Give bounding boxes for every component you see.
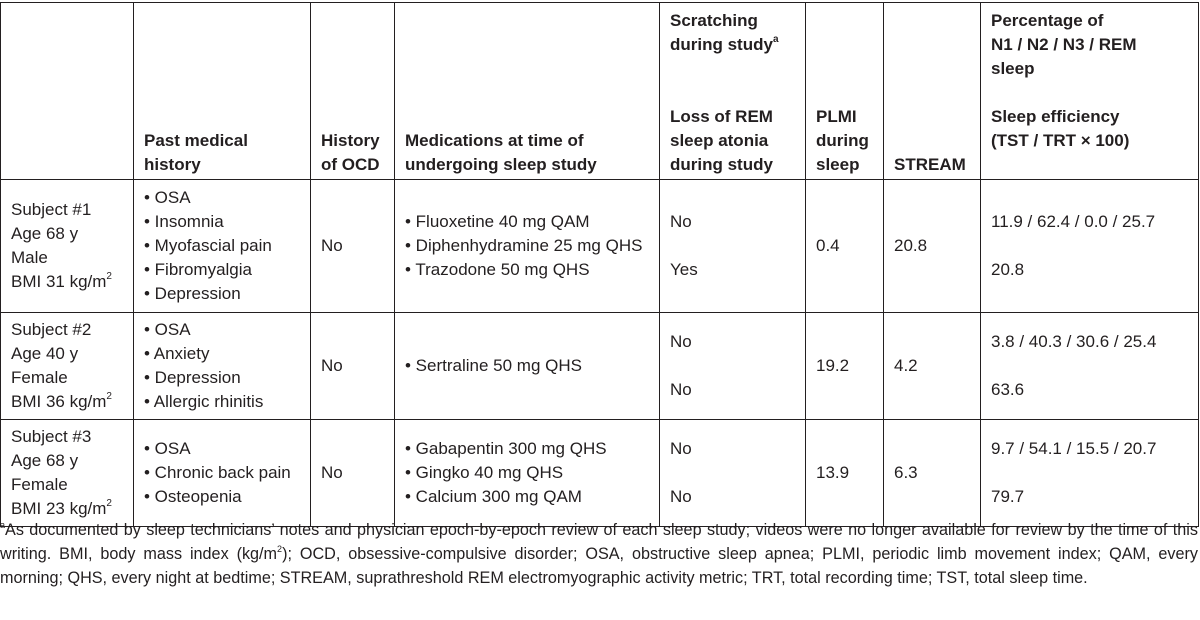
- header-subject: [1, 3, 134, 180]
- medications-cell: • Fluoxetine 40 mg QAM • Diphenhydramine 25 mg QHS • Trazodone 50 mg QHS: [395, 180, 660, 313]
- subject-cell: Subject #3 Age 68 y Female BMI 23 $kg/m^2$: [1, 420, 134, 527]
- ocd-cell: No: [311, 313, 395, 420]
- table-row-subject-1: [1, 180, 1199, 313]
- header-scratching-loss-rem: Scratching during study$^a$ Loss of REM sleep atonia during study: [660, 3, 806, 180]
- sleep-cell: 3.8 / 40.3 / 30.6 / 25.4 63.6: [981, 313, 1199, 420]
- footnote-marker: a: [772, 34, 779, 46]
- header-history-of-ocd: History of OCD: [311, 3, 395, 180]
- subject-cell: Subject #2 Age 40 y Female BMI 36 $kg/m^2$: [1, 313, 134, 420]
- stream-cell: 20.8: [884, 180, 981, 313]
- header-plmi: PLMI during sleep: [806, 3, 884, 180]
- scratching-loss-rem-cell: No No: [660, 420, 806, 527]
- history-cell: • OSA • Anxiety • Depression • Allergic rhinitis: [134, 313, 311, 420]
- stream-cell: 6.3: [884, 420, 981, 527]
- header-past-medical-history: Past medical history: [134, 3, 311, 180]
- plmi-cell: 0.4: [806, 180, 884, 313]
- sleep-cell: 9.7 / 54.1 / 15.5 / 20.7 79.7: [981, 420, 1199, 527]
- plmi-cell: 19.2: [806, 313, 884, 420]
- sleep-cell: 11.9 / 62.4 / 0.0 / 25.7 20.8: [981, 180, 1199, 313]
- medications-cell: • Sertraline 50 mg QHS: [395, 313, 660, 420]
- history-cell: • OSA • Chronic back pain • Osteopenia: [134, 420, 311, 527]
- header-stream: STREAM: [884, 3, 981, 180]
- stream-cell: 4.2: [884, 313, 981, 420]
- ocd-cell: No: [311, 420, 395, 527]
- subject-cell: Subject #1 Age 68 y Male BMI 31 $kg/m^2$: [1, 180, 134, 313]
- header-row: [1, 3, 1199, 180]
- table-row-subject-2: [1, 313, 1199, 420]
- sleep-study-table: [0, 2, 1199, 527]
- footnote-marker: a: [0, 519, 6, 530]
- scratching-loss-rem-cell: No No: [660, 313, 806, 420]
- medications-cell: • Gabapentin 300 mg QHS • Gingko 40 mg QHS • Calcium 300 mg QAM: [395, 420, 660, 527]
- header-scratching: Scratching during study$^a$: [670, 11, 779, 54]
- header-sleep-percentage-efficiency: Percentage of N1 / N2 / N3 / REM sleep Sleep efficiency (TST / TRT × 100): [981, 3, 1199, 180]
- ocd-cell: No: [311, 180, 395, 313]
- header-medications: Medications at time of undergoing sleep study: [395, 3, 660, 180]
- scratching-loss-rem-cell: No Yes: [660, 180, 806, 313]
- history-cell: • OSA • Insomnia • Myofascial pain • Fibromyalgia • Depression: [134, 180, 311, 313]
- table-row-subject-3: [1, 420, 1199, 527]
- table-footnote: $^a$As documented by sleep technicians’ notes and physician epoch-by-epoch review of each sleep study; videos were no longer available for review by the time of this writing. BMI, body mass index $(kg/m^2)$; OCD, obsessive-compulsive disorder; OSA, obstructive sleep apnea; PLMI, periodic limb movement index; QAM, every morning; QHS, every night at bedtime; STREAM, suprathreshold REM electromyographic activity metric; TRT, total recording time; TST, total sleep time.: [0, 519, 1198, 587]
- plmi-cell: 13.9: [806, 420, 884, 527]
